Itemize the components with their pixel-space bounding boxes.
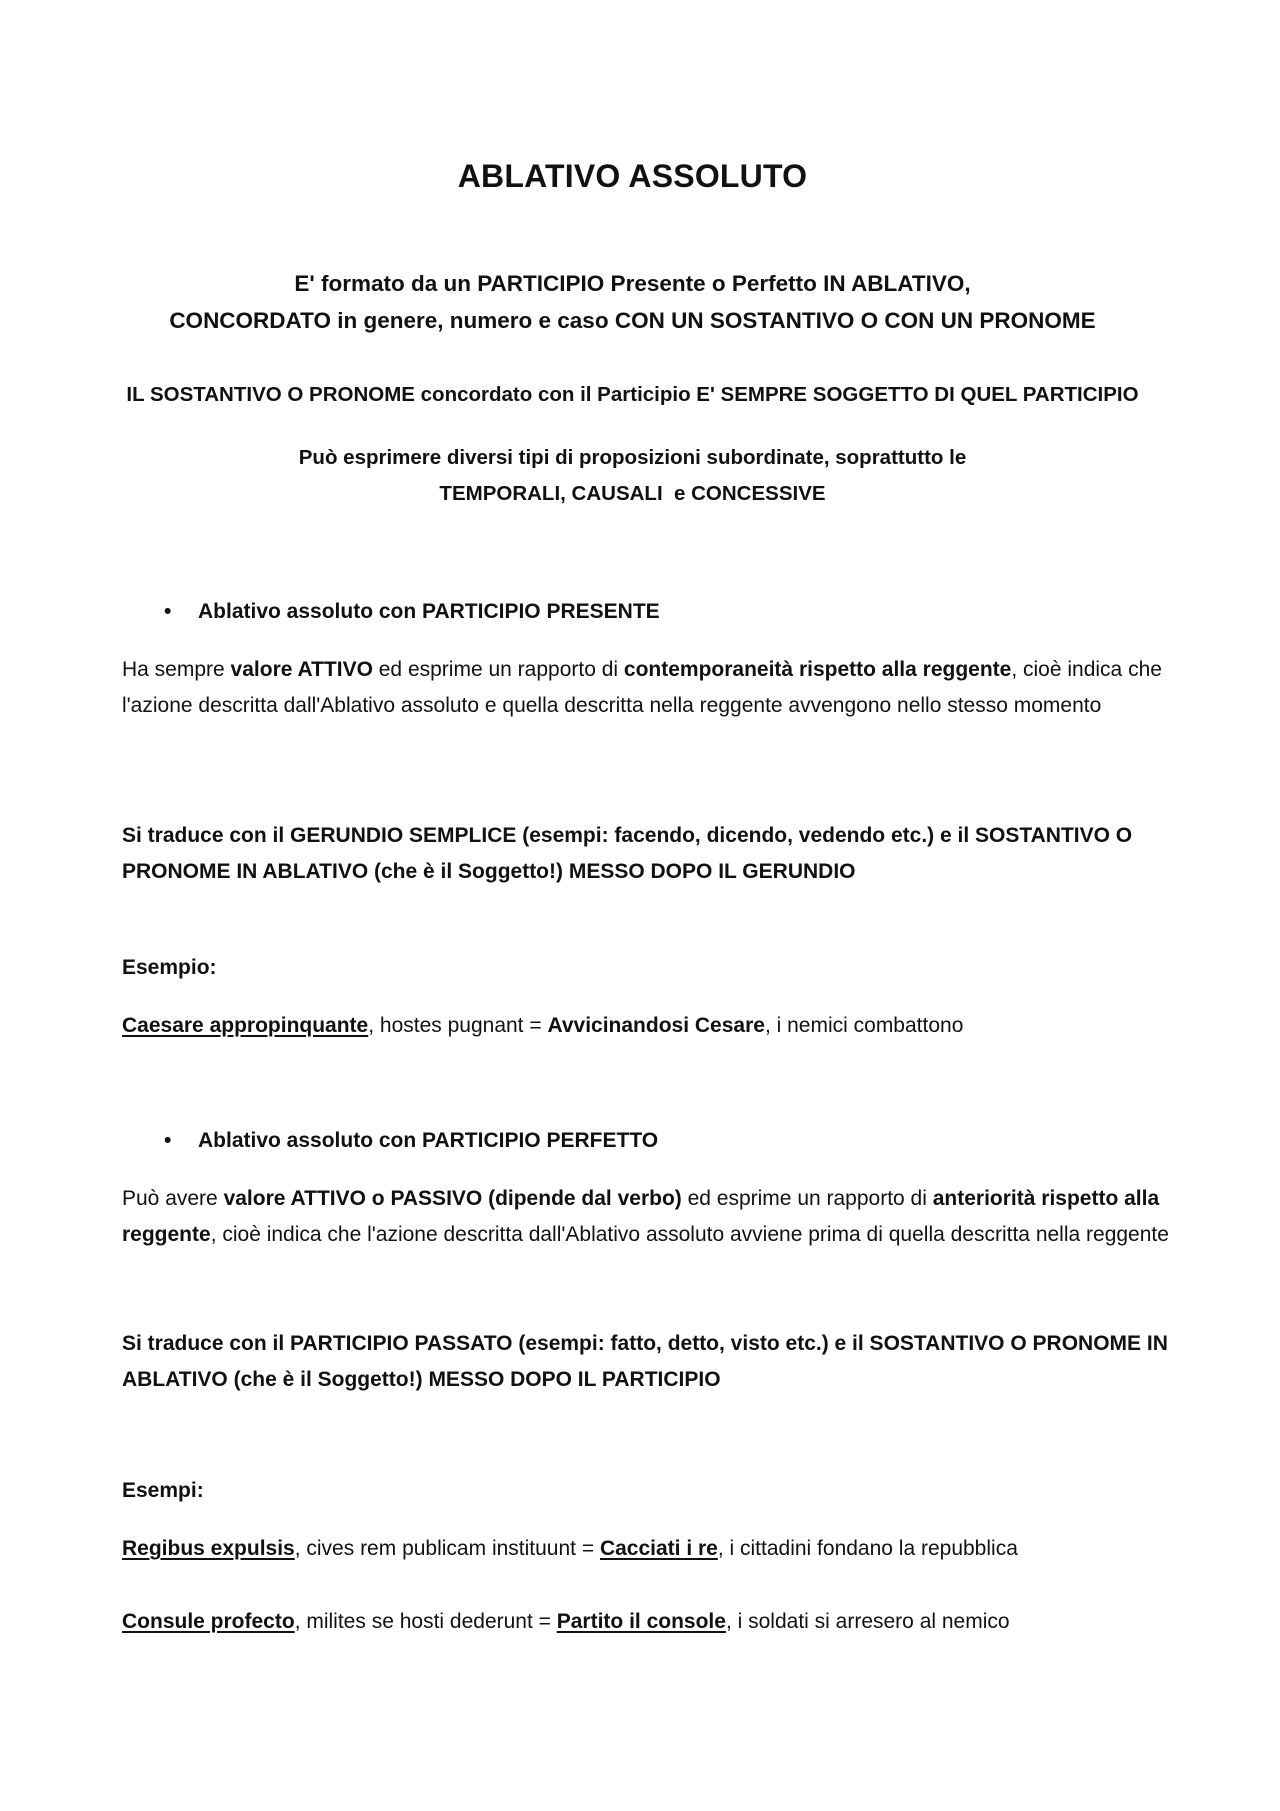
subject-rule: IL SOSTANTIVO O PRONOME concordato con il Participio E' SEMPRE SOGGETTO DI QUEL PARTICIPIO	[126, 383, 1139, 406]
intro-definition	[60, 265, 1205, 339]
perfect-example: Consule profecto, milites se hosti dederunt = Partito il console, i soldati si arresero al nemico	[122, 1610, 1010, 1633]
perfect-translation-rule: Si traduce con il PARTICIPIO PASSATO (esempi: fatto, detto, visto etc.) e il SOSTANTIVO O PRONOME IN ABLATIVO (che è il Soggetto!) MESSO DOPO IL PARTICIPIO	[122, 1332, 1168, 1391]
italian-translation-phrase: Cacciati i re	[599, 1537, 718, 1560]
intro-line-2: CONCORDATO in genere, numero e caso CON UN SOSTANTIVO O CON UN PRONOME	[169, 308, 1096, 333]
perfect-examples-label: Esempi:	[122, 1479, 204, 1502]
italian-translation-phrase: Partito il console	[556, 1610, 726, 1633]
present-translation-rule: Si traduce con il GERUNDIO SEMPLICE (esempi: facendo, dicendo, vedendo etc.) e il SOSTANTIVO O PRONOME IN ABLATIVO (che è il Soggetto!) MESSO DOPO IL GERUNDIO	[122, 824, 1133, 883]
section-heading-present-text: Ablativo assoluto con PARTICIPIO PRESENTE	[198, 600, 660, 623]
perfect-example: Regibus expulsis, cives rem publicam instituunt = Cacciati i re, i cittadini fondano la repubblica	[122, 1537, 1018, 1560]
latin-ablative-phrase: Consule profecto	[122, 1610, 295, 1633]
present-example-label: Esempio:	[122, 956, 217, 979]
usage-note	[60, 440, 1205, 512]
perfect-description: Può avere valore ATTIVO o PASSIVO (dipende dal verbo) ed esprime un rapporto di anteriorità rispetto alla reggente, cioè indica che l'azione descritta dall'Ablativo assoluto avviene prima di quella descritta nella reggente	[122, 1187, 1169, 1246]
present-contemporaneity: contemporaneità rispetto alla reggente	[623, 658, 1012, 681]
intro-line-1: E' formato da un PARTICIPIO Presente o Perfetto IN ABLATIVO,	[294, 271, 971, 296]
perfect-anteriority: anteriorità rispetto alla reggente	[122, 1187, 1160, 1246]
latin-ablative-phrase: Caesare appropinquante	[122, 1014, 369, 1037]
latin-ablative-phrase: Regibus expulsis	[122, 1537, 295, 1560]
section-heading-perfect-text: Ablativo assoluto con PARTICIPIO PERFETTO	[198, 1129, 659, 1152]
italian-translation-phrase: Avvicinandosi Cesare	[547, 1014, 765, 1037]
usage-line-2: TEMPORALI, CAUSALI e CONCESSIVE	[439, 482, 826, 505]
bullet-icon: •	[164, 600, 172, 623]
page-title: ABLATIVO ASSOLUTO	[457, 158, 808, 194]
present-active-value: valore ATTIVO	[230, 658, 373, 681]
perfect-voice-value: valore ATTIVO o PASSIVO (dipende dal verbo)	[223, 1187, 682, 1210]
bullet-icon: •	[164, 1129, 172, 1152]
usage-line-1: Può esprimere diversi tipi di proposizioni subordinate, soprattutto le	[298, 446, 967, 469]
present-description: Ha sempre valore ATTIVO ed esprime un rapporto di contemporaneità rispetto alla reggente, cioè indica che l'azione descritta dall'Ablativo assoluto e quella descritta nella reggente avvengono nello stesso momento	[122, 658, 1162, 717]
present-example: Caesare appropinquante, hostes pugnant = Avvicinandosi Cesare, i nemici combattono	[122, 1014, 964, 1037]
